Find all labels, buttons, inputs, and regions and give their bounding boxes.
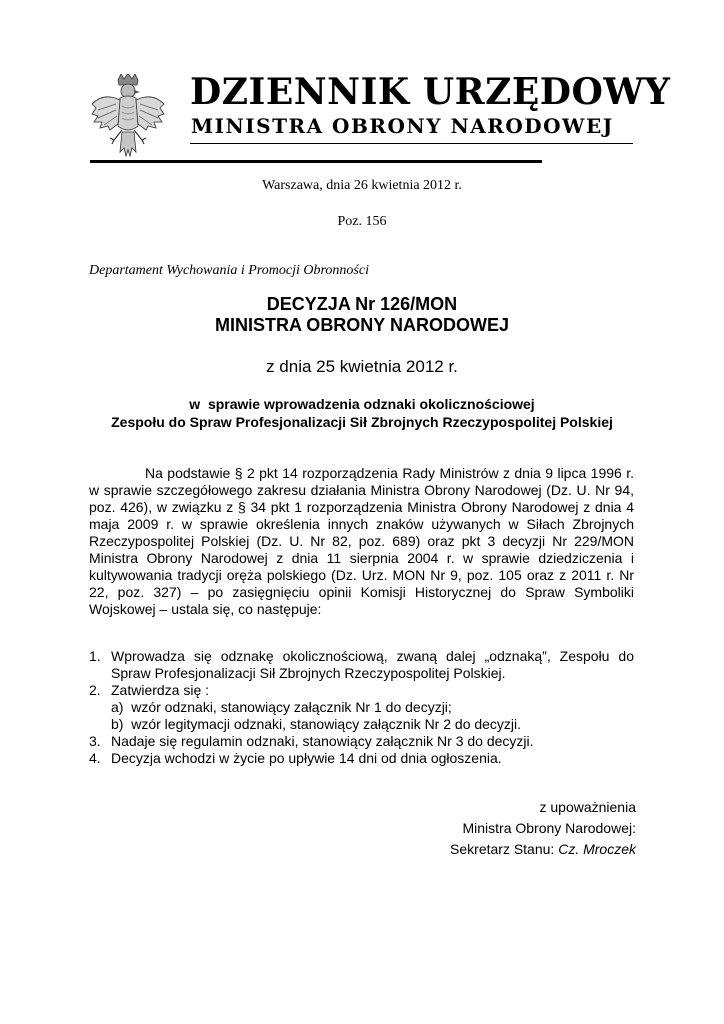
department-name: Departament Wychowania i Promocji Obronności bbox=[89, 263, 369, 278]
point-number: 4. bbox=[89, 750, 101, 766]
sub-point-a: a) wzór odznaki, stanowiący załącznik Nr 1 do decyzji; bbox=[111, 699, 452, 715]
list-item bbox=[89, 682, 634, 733]
signature-block bbox=[450, 797, 636, 860]
place-date: Warszawa, dnia 26 kwietnia 2012 r. bbox=[262, 178, 462, 193]
legal-basis-paragraph bbox=[89, 465, 634, 618]
signature-line3 bbox=[450, 839, 636, 860]
decision-title-line2: MINISTRA OBRONY NARODOWEJ bbox=[214, 315, 509, 335]
point-number: 1. bbox=[89, 648, 101, 664]
point-text: Zatwierdza się : bbox=[111, 682, 210, 698]
point-text: Decyzja wchodzi w życie po upływie 14 dni od dnia ogłoszenia. bbox=[111, 750, 502, 766]
point-text: Wprowadza się odznakę okolicznościową, zwaną dalej „odznaką”, Zespołu do Spraw Profesjonalizacji Sił Zbrojnych Rzeczypospolitej Polskiej. bbox=[111, 648, 634, 681]
decision-subject bbox=[0, 395, 724, 431]
point-number: 3. bbox=[89, 733, 101, 749]
position-number: Poz. 156 bbox=[337, 214, 387, 229]
decision-subject-line1: w sprawie wprowadzenia odznaki okolicznościowej bbox=[189, 396, 535, 412]
sub-point-b: b) wzór legitymacji odznaki, stanowiący załącznik Nr 2 do decyzji. bbox=[111, 716, 522, 732]
decision-title-line1: DECYZJA Nr 126/MON bbox=[266, 294, 458, 314]
signatory-name: Cz. Mroczek bbox=[558, 841, 636, 857]
signature-line1: z upoważnienia bbox=[539, 799, 636, 815]
decision-subject-line2: Zespołu do Spraw Profesjonalizacji Sił Zbrojnych Rzeczypospolitej Polskiej bbox=[111, 414, 613, 430]
decision-date: z dnia 25 kwietnia 2012 r. bbox=[266, 357, 458, 376]
point-number: 2. bbox=[89, 682, 101, 698]
list-item bbox=[89, 733, 634, 750]
list-item bbox=[89, 750, 634, 767]
list-item bbox=[89, 648, 634, 682]
legal-basis-text: Na podstawie § 2 pkt 14 rozporządzenia Rady Ministrów z dnia 9 lipca 1996 r. w sprawie szczegółowego zakresu działania Ministra Obrony Narodowej (Dz. U. Nr 94, poz. 426), w związku z § 34 pkt 1 rozporządzenia Ministra Obrony Narodowej z dnia 4 maja 2009 r. w sprawie określenia innych znaków używanych w Siłach Zbrojnych Rzeczypospolitej Polskiej (Dz. U. Nr 82, poz. 689) oraz pkt 3 decyzji Nr 229/MON Ministra Obrony Narodowej z dnia 11 sierpnia 2004 r. w sprawie dziedziczenia i kultywowania tradycji oręża polskiego (Dz. Urz. MON Nr 9, poz. 105 oraz z 2011 r. Nr 22, poz. 327) – po zasięgnięciu opinii Komisji Historycznej do Spraw Symboliki Wojskowej – ustala się, co następuje: bbox=[89, 465, 634, 617]
masthead-subtitle: MINISTRA OBRONY NARODOWEJ bbox=[191, 114, 614, 138]
signature-line2: Ministra Obrony Narodowej: bbox=[462, 820, 636, 836]
point-text: Nadaje się regulamin odznaki, stanowiący załącznik Nr 3 do decyzji. bbox=[111, 733, 534, 749]
eagle-emblem-icon bbox=[90, 74, 166, 160]
signature-role: Sekretarz Stanu: bbox=[450, 841, 555, 857]
sub-points bbox=[111, 699, 634, 733]
masthead-rule-thin bbox=[190, 143, 633, 144]
decision-title bbox=[0, 294, 724, 336]
decision-points bbox=[89, 648, 634, 767]
masthead-rule-thick bbox=[90, 160, 542, 163]
masthead-title: DZIENNIK URZĘDOWY bbox=[190, 71, 671, 113]
